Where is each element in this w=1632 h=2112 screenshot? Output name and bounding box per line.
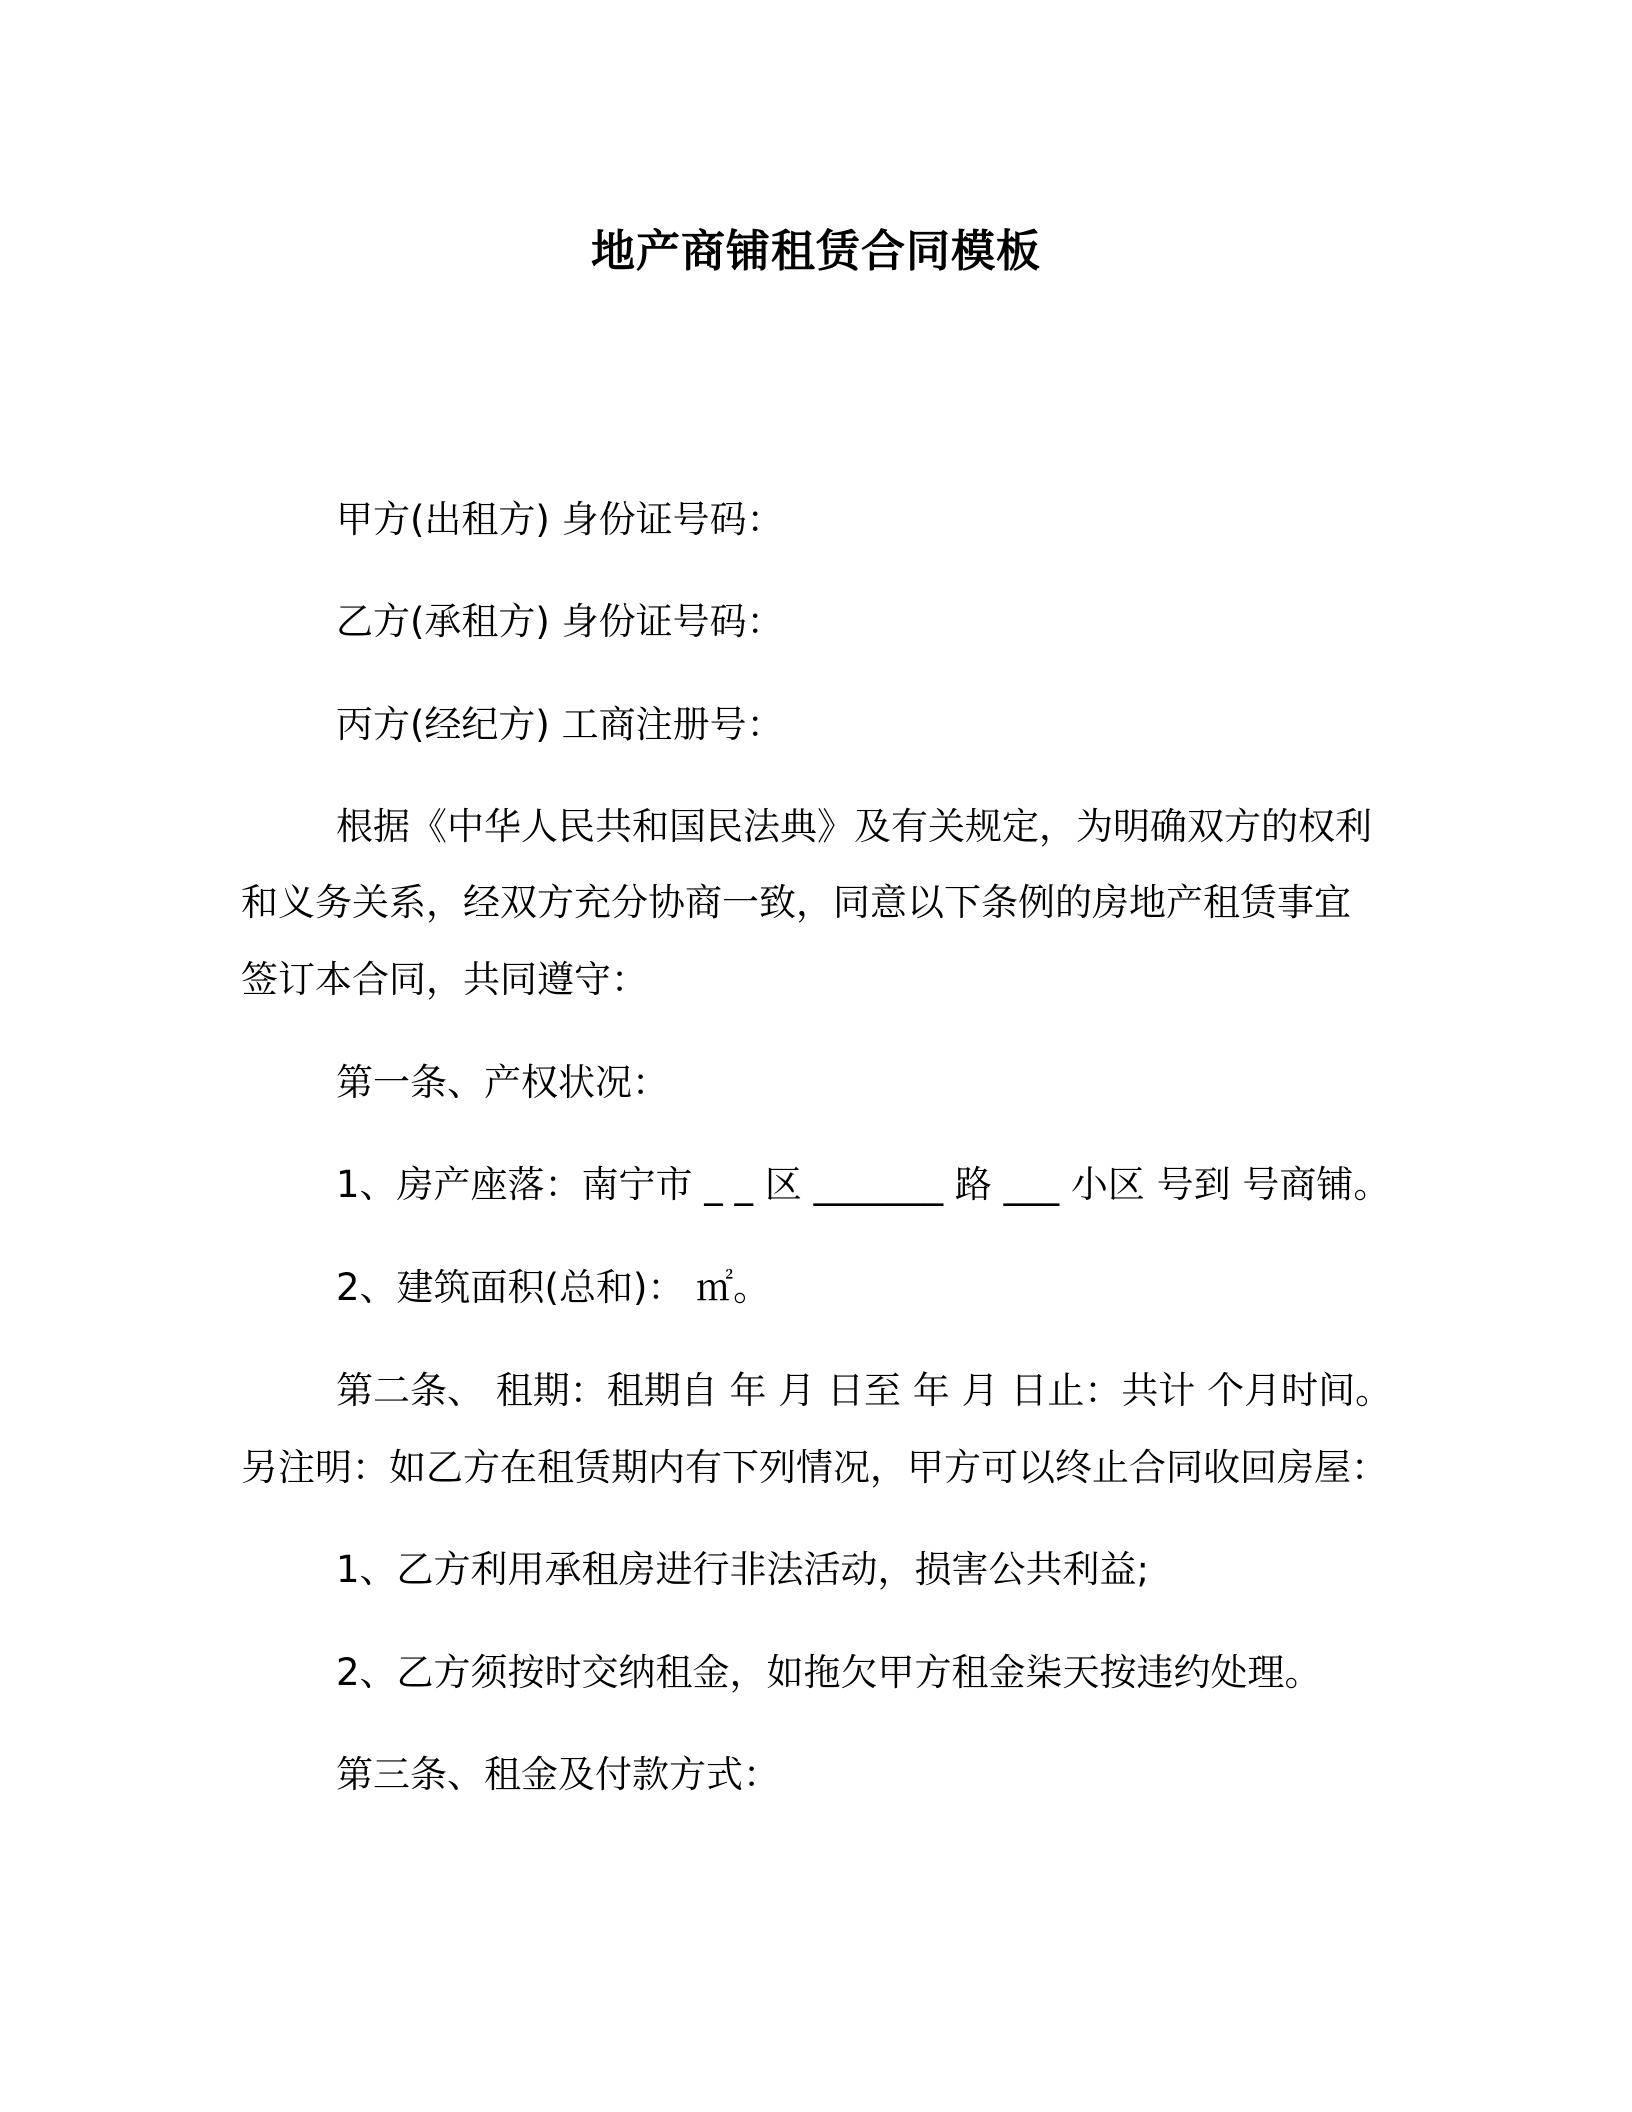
article-2-item-1: 1、乙方利用承租房进行非法活动，损害公共利益; [336,1548,1150,1591]
article-2-note: 另注明：如乙方在租赁期内有下列情况，甲方可以终止合同收回房屋： [241,1446,1388,1489]
article-2-item-2: 2、乙方须按时交纳租金，如拖欠甲方租金柒天按违约处理。 [336,1651,1322,1694]
article-1-item-2: 2、建筑面积(总和)： ㎡。 [336,1266,771,1309]
preamble-line-1: 根据《中华人民共和国民法典》及有关规定，为明确双方的权利 [336,805,1372,848]
article-1-item-1: 1、房产座落：南宁市 _ _ 区 _______ 路 ___ 小区 号到 号商铺。 [336,1163,1391,1206]
party-b-line: 乙方(承租方) 身份证号码： [336,600,784,643]
party-a-line: 甲方(出租方) 身份证号码： [336,498,784,541]
article-1-heading: 第一条、产权状况： [336,1061,669,1104]
article-2-heading: 第二条、 租期：租期自 年 月 日至 年 月 日止：共计 个月时间。 [336,1369,1393,1412]
article-3-heading: 第三条、租金及付款方式： [336,1753,780,1796]
party-c-line: 丙方(经纪方) 工商注册号： [336,703,784,746]
document-title: 地产商铺租赁合同模板 [591,226,1041,277]
preamble-line-2: 和义务关系，经双方充分协商一致，同意以下条例的房地产租赁事宜 [241,881,1351,924]
preamble-line-3: 签订本合同，共同遵守： [241,958,648,1001]
